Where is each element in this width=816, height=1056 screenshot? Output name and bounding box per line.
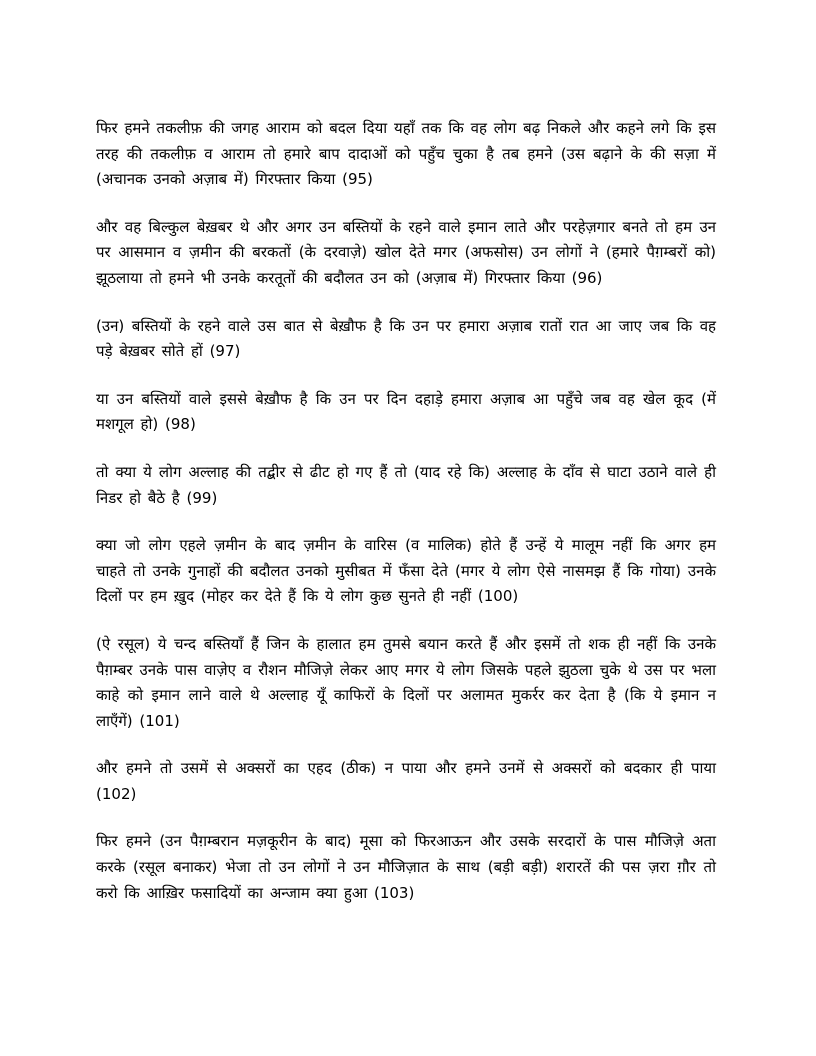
verse-list (96, 116, 716, 928)
verse-102: और हमने तो उसमें से अक्सरों का एहद (ठीक) न पाया और हमने उनमें से अक्सरों को बदकार ही पाया (102) (96, 759, 716, 803)
verse-96: और वह बिल्कुल बेख़बर थे और अगर उन बस्तियों के रहने वाले इमान लाते और परहेज़गार बनते तो हम उन पर आसमान व ज़मीन की बरकतों (के दरवाज़े) खोल देते मगर (अफसोस) उन लोगों ने (हमारे पैग़म्बरों को) झूठलाया तो हमने भी उनके करतूतों की बदौलत उन को (अज़ाब में) गिरफ्तार किया (96) (96, 217, 716, 287)
verse-98: या उन बस्तियों वाले इससे बेख़ौफ है कि उन पर दिन दहाड़े हमारा अज़ाब आ पहुँचे जब वह खेल कूद (में मशगूल हो) (98) (96, 389, 716, 434)
verse-101: (ऐ रसूल) ये चन्द बस्तियाँ हैं जिन के हालात हम तुमसे बयान करते हैं और इसमें तो शक ही नहीं कि उनके पैग़म्बर उनके पास वाज़ेए व रौशन मौजिज़े लेकर आए मगर ये लोग जिसके पहले झुठला चुके थे उस पर भला काहे को इमान लाने वाले थे अल्लाह यूँ काफिरों के दिलों पर अलामत मुकर्रर कर देता है (कि ये इमान न लाएँगें) (101) (96, 634, 716, 730)
verse-95: फिर हमने तकलीफ़ की जगह आराम को बदल दिया यहाँ तक कि वह लोग बढ़ निकले और कहने लगे कि इस तरह की तकलीफ़ व आराम तो हमारे बाप दादाओं को पहुँच चुका है तब हमने (उस बढ़ाने के की सज़ा में (अचानक उनको अज़ाब में) गिरफ्तार किया (95) (96, 119, 716, 189)
verse-99: तो क्या ये लोग अल्लाह की तद्बीर से ढीट हो गए हैं तो (याद रहे कि) अल्लाह के दाँव से घाटा उठाने वाले ही निडर हो बैठे है (99) (96, 462, 716, 507)
verse-103: फिर हमने (उन पैग़म्बरान मज़कूरीन के बाद) मूसा को फिरआऊन और उसके सरदारों के पास मौजिज़े अता करके (रसूल बनाकर) भेजा तो उन लोगों ने उन मौजिज़ात के साथ (बड़ी बड़ी) शरारतें की पस ज़रा ग़ौर तो करो कि आख़िर फसादियों का अन्जाम क्या हुआ (103) (96, 832, 716, 902)
verse-100: क्या जो लोग एहले ज़मीन के बाद ज़मीन के वारिस (व मालिक) होते हैं उन्हें ये मालूम नहीं कि अगर हम चाहते तो उनके गुनाहों की बदौलत उनको मुसीबत में फँसा देते (मगर ये लोग ऐसे नासमझ हैं कि गोया) उनके दिलों पर हम ख़ुद (मोहर कर देते हैं कि ये लोग कुछ सुनते ही नहीं (100) (96, 536, 716, 606)
verse-97: (उन) बस्तियों के रहने वाले उस बात से बेख़ौफ है कि उन पर हमारा अज़ाब रातों रात आ जाए जब कि वह पड़े बेख़बर सोते हों (97) (96, 316, 716, 361)
